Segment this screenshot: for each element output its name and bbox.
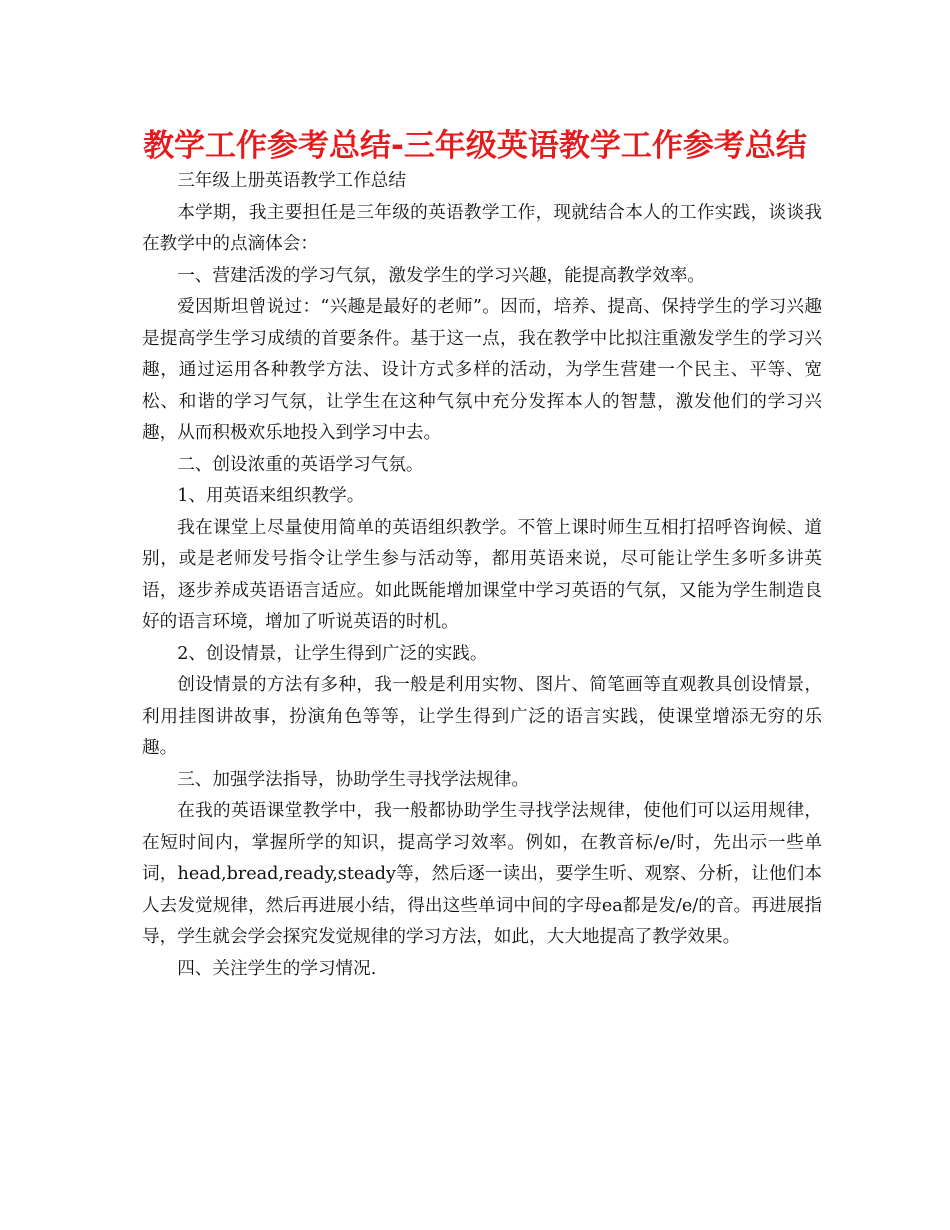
section-heading-3: 三、加强学法指导，协助学生寻找学法规律。 <box>177 769 530 790</box>
section-heading-1: 一、营建活泼的学习气氛，激发学生的学习兴趣，能提高教学效率。 <box>177 265 706 286</box>
subsection-heading: 1、用英语来组织教学。 <box>177 486 365 506</box>
section-heading-2: 二、创设浓重的英语学习气氛。 <box>177 454 424 475</box>
paragraph: 我在课堂上尽量使用简单的英语组织教学。不管上课时师生互相打招呼咨询候、道别，或是老师发号指令让学生参与活动等，都用英语来说，尽可能让学生多听多讲英语，逐步养成英语语言适应。如此既能增加课堂中学习英语的气氛，又能为学生制造良好的语言环境，增加了听说英语的时机。 <box>142 517 822 632</box>
paragraph: 在我的英语课堂教学中，我一般都协助学生寻找学法规律，使他们可以运用规律，在短时间内，掌握所学的知识，提高学习效率。例如，在教音标/e/时，先出示一些单词，head,bread,ready,steady等，然后逐一读出，要学生听、观察、分析，让他们本人去发觉规律，然后再进展小结，得出这些单词中间的字母ea都是发/e/的音。再进展指导，学生就会学会探究发觉规律的学习方法，如此，大大地提高了教学效果。 <box>142 801 822 947</box>
document-title: 教学工作参考总结-三年级英语教学工作参考总结 <box>143 128 807 164</box>
section-heading-4: 四、关注学生的学习情况. <box>177 958 377 979</box>
paragraph: 爱因斯坦曾说过：“兴趣是最好的老师”。因而，培养、提高、保持学生的学习兴趣是提高学生学习成绩的首要条件。基于这一点，我在教学中比拟注重激发学生的学习兴趣，通过运用各种教学方法、设计方式多样的活动，为学生营建一个民主、平等、宽松、和谐的学习气氛，让学生在这种气氛中充分发挥本人的智慧，激发他们的学习兴趣，从而积极欢乐地投入到学习中去。 <box>142 297 822 443</box>
subsection-heading: 2、创设情景，让学生得到广泛的实践。 <box>177 643 488 664</box>
document-body <box>142 166 822 985</box>
paragraph-subtitle: 三年级上册英语教学工作总结 <box>177 171 406 191</box>
paragraph-intro: 本学期，我主要担任是三年级的英语教学工作，现就结合本人的工作实践，谈谈我在教学中的点滴体会： <box>142 202 822 254</box>
paragraph: 创设情景的方法有多种，我一般是利用实物、图片、简笔画等直观教具创设情景，利用挂图讲故事，扮演角色等等，让学生得到广泛的语言实践，使课堂增添无穷的乐趣。 <box>142 675 822 758</box>
